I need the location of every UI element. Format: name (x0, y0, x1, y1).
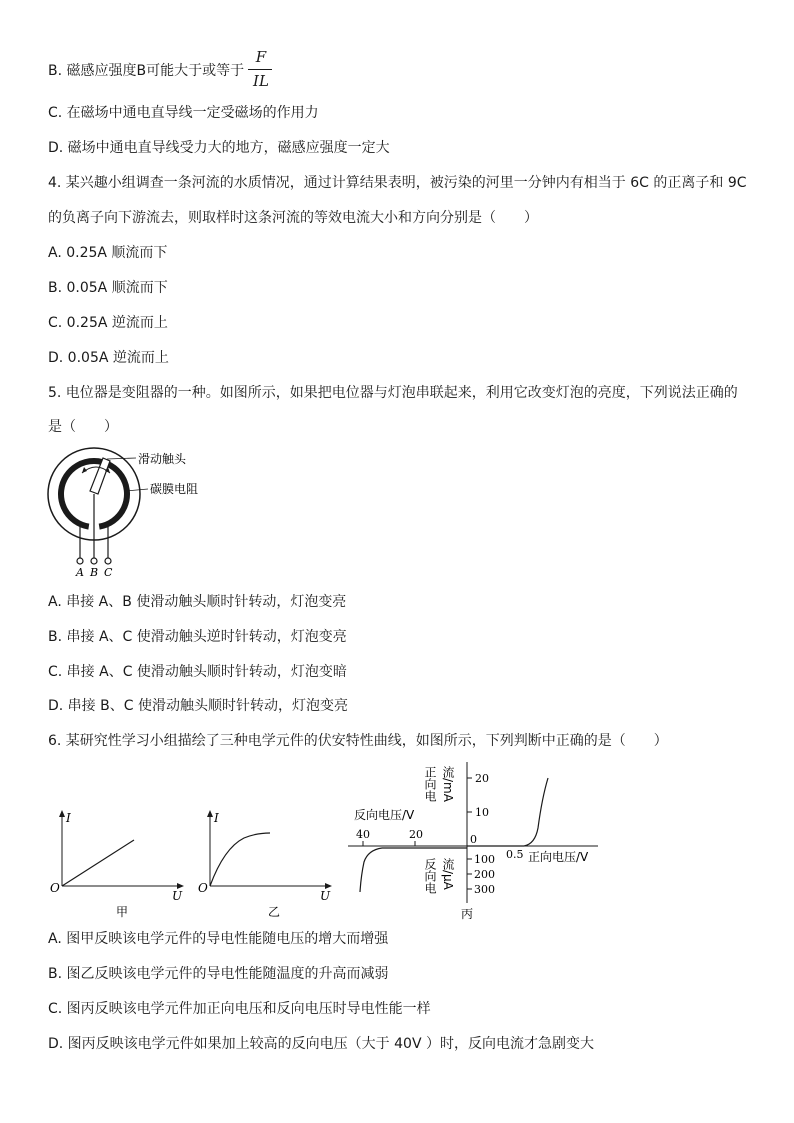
forward-voltage-label: 正向电压/V (528, 850, 589, 864)
y-axis-label: I (214, 811, 219, 825)
question-6-line-1: 6. 某研究性学习小组描绘了三种电学元件的伏安特性曲线，如图所示，下列判断中正确的是（ ） (48, 733, 668, 749)
option-d-text: D. 磁场中通电直导线受力大的地方，磁感应强度一定大 (48, 140, 390, 156)
graph-caption: 乙 (268, 905, 281, 919)
question-6-option-d: D. 图丙反映该电学元件如果加上较高的反向电压（大于 40V ）时，反向电流才急剧变大 (48, 1036, 594, 1052)
tick-label-20: 20 (475, 772, 489, 785)
terminal-a-dot (77, 558, 83, 564)
negative-current-label-line2: 流/μA (441, 858, 455, 890)
origin-label: O (198, 881, 208, 895)
question-6-option-a: A. 图甲反映该电学元件的导电性能随电压的增大而增强 (48, 931, 389, 947)
question-5-option-c: C. 串接 A、C 使滑动触头顺时针转动，灯泡变暗 (48, 664, 347, 680)
graph-bing (342, 758, 612, 924)
question-4-option-c: C. 0.25A 逆流而上 (48, 315, 168, 331)
terminal-b-dot (91, 558, 97, 564)
x-axis-label: U (320, 889, 331, 903)
saturating-curve (210, 833, 270, 886)
question-6-option-b: B. 图乙反映该电学元件的导电性能随温度的升高而减弱 (48, 966, 389, 982)
graph-jia (44, 808, 190, 923)
fraction-denominator: IL (253, 72, 269, 90)
question-5-option-d: D. 串接 B、C 使滑动触头顺时针转动，灯泡变亮 (48, 698, 348, 714)
terminal-b-label: B (90, 566, 99, 579)
positive-current-label-line1: 正向电 (423, 766, 437, 802)
question-5-line-1: 5. 电位器是变阻器的一种。如图所示，如果把电位器与灯泡串联起来，利用它改变灯泡的亮度，下列说法正确的 (48, 385, 738, 401)
question-5-option-b: B. 串接 A、C 使滑动触头逆时针转动，灯泡变亮 (48, 629, 347, 645)
origin-label: O (50, 881, 60, 895)
terminal-c-dot (105, 558, 111, 564)
graph-yi (194, 808, 340, 923)
option-b-text: B. 磁感应强度B可能大于或等于 (48, 63, 245, 79)
tick-label-0-5: 0.5 (506, 848, 524, 861)
tick-label-10: 10 (475, 806, 489, 819)
linear-curve (62, 840, 134, 886)
leader-slider (107, 458, 136, 459)
graph-caption: 甲 (116, 905, 129, 919)
terminal-a-label: A (76, 566, 84, 579)
question-4-option-b: B. 0.05A 顺流而下 (48, 280, 168, 296)
question-4-option-d: D. 0.05A 逆流而上 (48, 350, 169, 366)
question-5-line-2: 是（ ） (48, 419, 118, 435)
fraction-numerator: F (255, 48, 267, 66)
tick-label-40v: 40 (356, 828, 370, 841)
reverse-voltage-label: 反向电压/V (354, 808, 415, 822)
option-c-text: C. 在磁场中通电直导线一定受磁场的作用力 (48, 105, 319, 121)
tick-label-20v: 20 (409, 828, 423, 841)
label-carbon-film: 碳膜电阻 (150, 482, 199, 496)
tick-label-100: 100 (474, 853, 495, 866)
graph-caption: 丙 (461, 907, 474, 921)
potentiometer-figure (44, 446, 244, 581)
terminal-c-label: C (104, 566, 113, 579)
negative-current-label-line1: 反向电 (423, 858, 437, 894)
tick-label-300: 300 (474, 883, 495, 896)
x-axis-label: U (172, 889, 183, 903)
positive-current-label-line2: 流/mA (441, 766, 455, 802)
tick-label-200: 200 (474, 868, 495, 881)
question-4-line-2: 的负离子向下游流去，则取样时这条河流的等效电流大小和方向分别是（ ） (48, 210, 538, 226)
fraction-bar (248, 69, 272, 70)
arrow-head-left (82, 467, 87, 473)
label-slider: 滑动触头 (138, 452, 187, 466)
y-axis-label: I (66, 811, 71, 825)
question-5-option-a: A. 串接 A、B 使滑动触头顺时针转动，灯泡变亮 (48, 594, 347, 610)
question-6-option-c: C. 图丙反映该电学元件加正向电压和反向电压时导电性能一样 (48, 1001, 431, 1017)
y-axis-arrow (59, 810, 65, 817)
tick-label-0: 0 (470, 833, 477, 846)
question-4-line-1: 4. 某兴趣小组调查一条河流的水质情况，通过计算结果表明，被污染的河里一分钟内有相当于 6C 的正离子和 9C (48, 175, 747, 191)
question-4-option-a: A. 0.25A 顺流而下 (48, 245, 168, 261)
y-axis-arrow (207, 810, 213, 817)
